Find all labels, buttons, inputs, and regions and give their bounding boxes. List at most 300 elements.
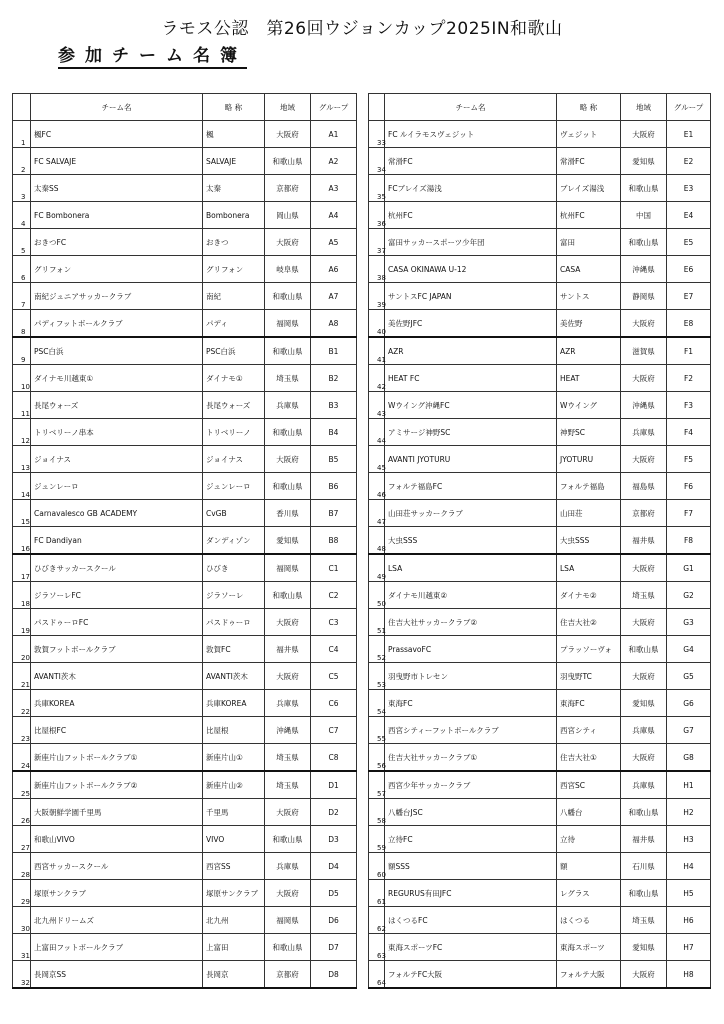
group-cell: C7 — [311, 717, 357, 744]
group-cell: D6 — [311, 907, 357, 934]
area-cell: 兵庫県 — [621, 419, 667, 446]
group-cell: G5 — [667, 663, 711, 690]
area-cell: 京都府 — [265, 175, 311, 202]
abbreviation-cell: 杭州FC — [557, 202, 621, 229]
table-row — [369, 554, 711, 582]
header-group: グループ — [311, 94, 357, 121]
area-cell: 大阪府 — [621, 554, 667, 582]
table-row — [369, 175, 711, 202]
abbreviation-cell: ひびき — [203, 554, 265, 582]
team-name-cell: パディフットボールクラブ — [31, 310, 203, 338]
abbreviation-cell: 東海FC — [557, 690, 621, 717]
row-number: 41 — [369, 337, 385, 365]
team-name-cell: トリベリーノ串本 — [31, 419, 203, 446]
team-name-cell: REGURUS有田JFC — [385, 880, 557, 907]
row-number: 20 — [13, 636, 31, 663]
header-team-name: チーム名 — [385, 94, 557, 121]
row-number: 5 — [13, 229, 31, 256]
table-row — [369, 229, 711, 256]
area-cell: 和歌山県 — [621, 229, 667, 256]
group-cell: A6 — [311, 256, 357, 283]
team-name-cell: 羽曳野市トレセン — [385, 663, 557, 690]
row-number: 57 — [369, 771, 385, 799]
table-row — [369, 907, 711, 934]
team-name-cell: 額SSS — [385, 853, 557, 880]
area-cell: 大阪府 — [621, 609, 667, 636]
abbreviation-cell: 常滑FC — [557, 148, 621, 175]
table-row — [13, 826, 357, 853]
group-cell: A4 — [311, 202, 357, 229]
header-area: 地域 — [265, 94, 311, 121]
table-row — [369, 826, 711, 853]
abbreviation-cell: 北九州 — [203, 907, 265, 934]
row-number: 2 — [13, 148, 31, 175]
group-cell: F6 — [667, 473, 711, 500]
area-cell: 大阪府 — [621, 744, 667, 772]
table-row — [369, 256, 711, 283]
abbreviation-cell: パスドゥーロ — [203, 609, 265, 636]
team-name-cell: 和歌山VIVO — [31, 826, 203, 853]
group-cell: F8 — [667, 527, 711, 555]
abbreviation-cell: 山田荘 — [557, 500, 621, 527]
row-number: 63 — [369, 934, 385, 961]
abbreviation-cell: CASA — [557, 256, 621, 283]
abbreviation-cell: ダイナモ① — [203, 365, 265, 392]
table-row — [369, 934, 711, 961]
abbreviation-cell: 千里馬 — [203, 799, 265, 826]
area-cell: 大阪府 — [621, 310, 667, 338]
team-name-cell: 北九州ドリームズ — [31, 907, 203, 934]
area-cell: 兵庫県 — [265, 690, 311, 717]
team-name-cell: 西宮サッカースクール — [31, 853, 203, 880]
row-number: 52 — [369, 636, 385, 663]
group-cell: E3 — [667, 175, 711, 202]
team-name-cell: 富田サッカースポーツ少年団 — [385, 229, 557, 256]
row-number: 55 — [369, 717, 385, 744]
group-cell: A3 — [311, 175, 357, 202]
abbreviation-cell: LSA — [557, 554, 621, 582]
abbreviation-cell: 太秦 — [203, 175, 265, 202]
area-cell: 大阪府 — [621, 446, 667, 473]
abbreviation-cell: 新座片山② — [203, 771, 265, 799]
area-cell: 大阪府 — [621, 663, 667, 690]
table-row — [13, 121, 357, 148]
table-row — [369, 880, 711, 907]
table-row — [13, 419, 357, 446]
group-cell: B6 — [311, 473, 357, 500]
team-name-cell: 杭州FC — [385, 202, 557, 229]
team-name-cell: ひびきサッカースクール — [31, 554, 203, 582]
abbreviation-cell: 住吉大社② — [557, 609, 621, 636]
table-row — [13, 853, 357, 880]
group-cell: E7 — [667, 283, 711, 310]
group-cell: B3 — [311, 392, 357, 419]
team-name-cell: CASA OKINAWA U-12 — [385, 256, 557, 283]
table-row — [369, 853, 711, 880]
header-number — [13, 94, 31, 121]
abbreviation-cell: 美佐野 — [557, 310, 621, 338]
area-cell: 福島県 — [621, 473, 667, 500]
abbreviation-cell: プラッソーヴォ — [557, 636, 621, 663]
row-number: 4 — [13, 202, 31, 229]
group-cell: D4 — [311, 853, 357, 880]
abbreviation-cell: 西宮シティ — [557, 717, 621, 744]
table-row — [13, 527, 357, 555]
group-cell: H4 — [667, 853, 711, 880]
group-cell: A1 — [311, 121, 357, 148]
area-cell: 和歌山県 — [265, 283, 311, 310]
row-number: 27 — [13, 826, 31, 853]
team-name-cell: フォルテ福島FC — [385, 473, 557, 500]
header-abbreviation: 略 称 — [557, 94, 621, 121]
area-cell: 沖縄県 — [621, 392, 667, 419]
row-number: 45 — [369, 446, 385, 473]
group-cell: D5 — [311, 880, 357, 907]
group-cell: E6 — [667, 256, 711, 283]
area-cell: 中国 — [621, 202, 667, 229]
area-cell: 和歌山県 — [621, 636, 667, 663]
table-row — [369, 310, 711, 338]
abbreviation-cell: 立待 — [557, 826, 621, 853]
table-row — [13, 717, 357, 744]
abbreviation-cell: 長岡京 — [203, 961, 265, 989]
table-row — [369, 799, 711, 826]
row-number: 33 — [369, 121, 385, 148]
area-cell: 沖縄県 — [265, 717, 311, 744]
area-cell: 和歌山県 — [265, 419, 311, 446]
table-row — [369, 961, 711, 989]
abbreviation-cell: 南紀 — [203, 283, 265, 310]
table-row — [13, 636, 357, 663]
row-number: 48 — [369, 527, 385, 555]
area-cell: 和歌山県 — [265, 826, 311, 853]
table-row — [369, 473, 711, 500]
team-name-cell: AVANTI JYOTURU — [385, 446, 557, 473]
table-row — [13, 663, 357, 690]
team-name-cell: 東海FC — [385, 690, 557, 717]
row-number: 38 — [369, 256, 385, 283]
abbreviation-cell: CvGB — [203, 500, 265, 527]
group-cell: G4 — [667, 636, 711, 663]
group-cell: F5 — [667, 446, 711, 473]
team-name-cell: ジュンレーロ — [31, 473, 203, 500]
area-cell: 和歌山県 — [265, 934, 311, 961]
area-cell: 福井県 — [621, 826, 667, 853]
group-cell: H8 — [667, 961, 711, 989]
area-cell: 埼玉県 — [265, 771, 311, 799]
group-cell: A7 — [311, 283, 357, 310]
row-number: 44 — [369, 419, 385, 446]
row-number: 30 — [13, 907, 31, 934]
row-number: 56 — [369, 744, 385, 772]
area-cell: 愛知県 — [621, 934, 667, 961]
group-cell: A5 — [311, 229, 357, 256]
table-row — [369, 636, 711, 663]
row-number: 47 — [369, 500, 385, 527]
area-cell: 埼玉県 — [265, 744, 311, 772]
row-number: 22 — [13, 690, 31, 717]
group-cell: D1 — [311, 771, 357, 799]
team-name-cell: 太秦SS — [31, 175, 203, 202]
abbreviation-cell: 神野SC — [557, 419, 621, 446]
area-cell: 和歌山県 — [265, 582, 311, 609]
page-subtitle: 参加チーム名簿 — [58, 46, 247, 69]
team-name-cell: アミサージ神野SC — [385, 419, 557, 446]
group-cell: G2 — [667, 582, 711, 609]
abbreviation-cell: 西宮SS — [203, 853, 265, 880]
header-group: グループ — [667, 94, 711, 121]
abbreviation-cell: フォルテ大阪 — [557, 961, 621, 989]
table-row — [13, 744, 357, 772]
area-cell: 和歌山県 — [621, 799, 667, 826]
group-cell: B7 — [311, 500, 357, 527]
abbreviation-cell: ジョイナス — [203, 446, 265, 473]
team-name-cell: FC Bombonera — [31, 202, 203, 229]
table-row — [369, 365, 711, 392]
row-number: 49 — [369, 554, 385, 582]
table-row — [13, 934, 357, 961]
area-cell: 愛知県 — [621, 690, 667, 717]
row-number: 42 — [369, 365, 385, 392]
table-row — [13, 473, 357, 500]
row-number: 58 — [369, 799, 385, 826]
table-row — [369, 392, 711, 419]
row-number: 6 — [13, 256, 31, 283]
table-row — [369, 744, 711, 772]
abbreviation-cell: 住吉大社① — [557, 744, 621, 772]
row-number: 32 — [13, 961, 31, 989]
group-cell: H6 — [667, 907, 711, 934]
team-name-cell: サントスFC JAPAN — [385, 283, 557, 310]
area-cell: 京都府 — [265, 961, 311, 989]
area-cell: 福岡県 — [265, 310, 311, 338]
abbreviation-cell: 八幡台 — [557, 799, 621, 826]
area-cell: 和歌山県 — [265, 473, 311, 500]
team-name-cell: 住吉大社サッカークラブ② — [385, 609, 557, 636]
table-header-row — [13, 94, 357, 121]
area-cell: 兵庫県 — [621, 717, 667, 744]
table-row — [369, 527, 711, 555]
abbreviation-cell: SALVAJE — [203, 148, 265, 175]
area-cell: 福井県 — [265, 636, 311, 663]
table-row — [369, 148, 711, 175]
abbreviation-cell: レグラス — [557, 880, 621, 907]
team-name-cell: 立待FC — [385, 826, 557, 853]
abbreviation-cell: JYOTURU — [557, 446, 621, 473]
table-row — [369, 690, 711, 717]
table-row — [369, 582, 711, 609]
team-name-cell: 常滑FC — [385, 148, 557, 175]
table-row — [369, 717, 711, 744]
area-cell: 和歌山県 — [621, 175, 667, 202]
team-name-cell: 南紀ジュニアサッカークラブ — [31, 283, 203, 310]
table-row — [13, 446, 357, 473]
row-number: 17 — [13, 554, 31, 582]
table-header-row — [369, 94, 711, 121]
area-cell: 滋賀県 — [621, 337, 667, 365]
row-number: 59 — [369, 826, 385, 853]
team-name-cell: LSA — [385, 554, 557, 582]
team-name-cell: おきつFC — [31, 229, 203, 256]
team-name-cell: ダイナモ川越東① — [31, 365, 203, 392]
abbreviation-cell: グリフォン — [203, 256, 265, 283]
team-name-cell: HEAT FC — [385, 365, 557, 392]
area-cell: 和歌山県 — [621, 880, 667, 907]
team-name-cell: 長岡京SS — [31, 961, 203, 989]
abbreviation-cell: フォルテ福島 — [557, 473, 621, 500]
group-cell: F2 — [667, 365, 711, 392]
abbreviation-cell: 大虫SSS — [557, 527, 621, 555]
team-name-cell: 楓FC — [31, 121, 203, 148]
row-number: 35 — [369, 175, 385, 202]
area-cell: 石川県 — [621, 853, 667, 880]
area-cell: 福井県 — [621, 527, 667, 555]
team-name-cell: 敦賀フットボールクラブ — [31, 636, 203, 663]
abbreviation-cell: 富田 — [557, 229, 621, 256]
row-number: 3 — [13, 175, 31, 202]
table-row — [13, 310, 357, 338]
table-row — [369, 202, 711, 229]
group-cell: D8 — [311, 961, 357, 989]
abbreviation-cell: HEAT — [557, 365, 621, 392]
row-number: 60 — [369, 853, 385, 880]
abbreviation-cell: サントス — [557, 283, 621, 310]
row-number: 26 — [13, 799, 31, 826]
row-number: 29 — [13, 880, 31, 907]
group-cell: H7 — [667, 934, 711, 961]
group-cell: C2 — [311, 582, 357, 609]
team-name-cell: ジョイナス — [31, 446, 203, 473]
abbreviation-cell: Wウイング — [557, 392, 621, 419]
team-name-cell: パスドゥーロFC — [31, 609, 203, 636]
area-cell: 大阪府 — [265, 880, 311, 907]
group-cell: G1 — [667, 554, 711, 582]
team-name-cell: 住吉大社サッカークラブ① — [385, 744, 557, 772]
table-row — [369, 500, 711, 527]
area-cell: 和歌山県 — [265, 148, 311, 175]
abbreviation-cell: 上富田 — [203, 934, 265, 961]
group-cell: E1 — [667, 121, 711, 148]
team-name-cell: 大虫SSS — [385, 527, 557, 555]
row-number: 34 — [369, 148, 385, 175]
table-row — [369, 663, 711, 690]
abbreviation-cell: トリベリーノ — [203, 419, 265, 446]
table-row — [13, 907, 357, 934]
row-number: 1 — [13, 121, 31, 148]
group-cell: E4 — [667, 202, 711, 229]
group-cell: H5 — [667, 880, 711, 907]
group-cell: F7 — [667, 500, 711, 527]
abbreviation-cell: AZR — [557, 337, 621, 365]
row-number: 43 — [369, 392, 385, 419]
area-cell: 兵庫県 — [265, 853, 311, 880]
area-cell: 大阪府 — [265, 121, 311, 148]
area-cell: 大阪府 — [265, 799, 311, 826]
abbreviation-cell: 羽曳野TC — [557, 663, 621, 690]
header-abbreviation: 略 称 — [203, 94, 265, 121]
group-cell: G8 — [667, 744, 711, 772]
group-cell: E2 — [667, 148, 711, 175]
team-name-cell: PSC白浜 — [31, 337, 203, 365]
group-cell: H3 — [667, 826, 711, 853]
team-name-cell: FC ルイラモスヴェジット — [385, 121, 557, 148]
group-cell: B8 — [311, 527, 357, 555]
team-name-cell: FC Dandiyan — [31, 527, 203, 555]
abbreviation-cell: ヴェジット — [557, 121, 621, 148]
group-cell: G3 — [667, 609, 711, 636]
table-row — [13, 283, 357, 310]
table-row — [13, 337, 357, 365]
team-table-left — [12, 93, 357, 989]
area-cell: 静岡県 — [621, 283, 667, 310]
table-row — [369, 446, 711, 473]
row-number: 31 — [13, 934, 31, 961]
team-name-cell: ジラソーレFC — [31, 582, 203, 609]
row-number: 24 — [13, 744, 31, 772]
table-row — [13, 609, 357, 636]
area-cell: 埼玉県 — [621, 907, 667, 934]
table-row — [369, 121, 711, 148]
group-cell: A8 — [311, 310, 357, 338]
area-cell: 沖縄県 — [621, 256, 667, 283]
table-row — [369, 337, 711, 365]
abbreviation-cell: VIVO — [203, 826, 265, 853]
row-number: 15 — [13, 500, 31, 527]
area-cell: 大阪府 — [621, 961, 667, 989]
area-cell: 福岡県 — [265, 907, 311, 934]
abbreviation-cell: PSC白浜 — [203, 337, 265, 365]
group-cell: C1 — [311, 554, 357, 582]
team-name-cell: 西宮シティーフットボールクラブ — [385, 717, 557, 744]
abbreviation-cell: 長尾ウォーズ — [203, 392, 265, 419]
table-row — [13, 880, 357, 907]
table-row — [13, 500, 357, 527]
page-title: ラモス公認 第26回ウジョンカップ2025IN和歌山 — [161, 19, 563, 39]
group-cell: B2 — [311, 365, 357, 392]
row-number: 8 — [13, 310, 31, 338]
table-row — [13, 175, 357, 202]
group-cell: H1 — [667, 771, 711, 799]
group-cell: H2 — [667, 799, 711, 826]
row-number: 21 — [13, 663, 31, 690]
group-cell: B4 — [311, 419, 357, 446]
team-name-cell: 大阪朝鮮学園千里馬 — [31, 799, 203, 826]
table-row — [13, 148, 357, 175]
team-name-cell: 上富田フットボールクラブ — [31, 934, 203, 961]
row-number: 46 — [369, 473, 385, 500]
team-name-cell: ダイナモ川越東② — [385, 582, 557, 609]
area-cell: 愛知県 — [621, 148, 667, 175]
team-name-cell: はくつるFC — [385, 907, 557, 934]
abbreviation-cell: 西宮SC — [557, 771, 621, 799]
group-cell: B1 — [311, 337, 357, 365]
row-number: 14 — [13, 473, 31, 500]
team-name-cell: AVANTI茨木 — [31, 663, 203, 690]
table-row — [13, 554, 357, 582]
team-name-cell: 八幡台JSC — [385, 799, 557, 826]
area-cell: 大阪府 — [265, 229, 311, 256]
table-row — [369, 283, 711, 310]
table-row — [13, 582, 357, 609]
table-row — [13, 690, 357, 717]
header-number — [369, 94, 385, 121]
row-number: 13 — [13, 446, 31, 473]
team-name-cell: 塚原サンクラブ — [31, 880, 203, 907]
area-cell: 兵庫県 — [265, 392, 311, 419]
group-cell: B5 — [311, 446, 357, 473]
group-cell: C4 — [311, 636, 357, 663]
table-row — [13, 799, 357, 826]
